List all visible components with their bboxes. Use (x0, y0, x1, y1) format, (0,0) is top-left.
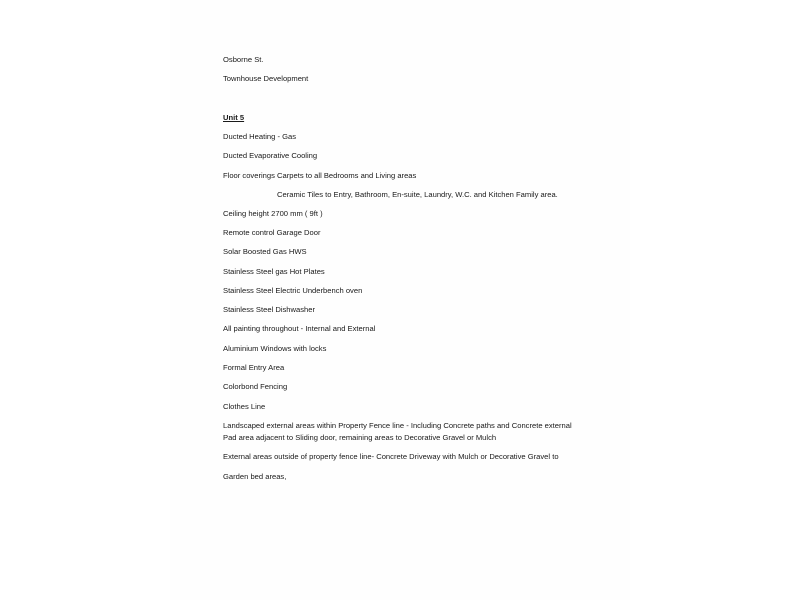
spec-item-dishwasher: Stainless Steel Dishwasher (223, 305, 316, 314)
spec-item-garage-door: Remote control Garage Door (223, 228, 321, 237)
spec-item-painting: All painting throughout - Internal and External (223, 324, 376, 333)
spec-item-external-areas-line-1: External areas outside of property fence line- Concrete Driveway with Mulch or Decorative Gravel to (223, 452, 559, 461)
street-line: Osborne St. (223, 55, 264, 64)
unit-heading: Unit 5 (223, 113, 245, 122)
spec-item-landscaping-line-2: Pad area adjacent to Sliding door, remaining areas to Decorative Gravel or Mulch (223, 433, 497, 442)
spec-item-clothes-line: Clothes Line (223, 402, 266, 411)
spec-item-ceramic-tiles: Ceramic Tiles to Entry, Bathroom, En-suite, Laundry, W.C. and Kitchen Family area. (277, 190, 558, 199)
project-title: Townhouse Development (223, 74, 309, 83)
spec-item-landscaping-line-1: Landscaped external areas within Property Fence line - Including Concrete paths and Concrete external (223, 421, 572, 430)
spec-item-fencing: Colorbond Fencing (223, 382, 288, 391)
spec-item-oven: Stainless Steel Electric Underbench oven (223, 286, 363, 295)
spec-item-hot-plates: Stainless Steel gas Hot Plates (223, 267, 325, 276)
spec-item-ceiling-height: Ceiling height 2700 mm ( 9ft ) (223, 209, 323, 218)
spec-item-floor-coverings: Floor coverings Carpets to all Bedrooms and Living areas (223, 171, 417, 180)
spec-item-external-areas-line-2: Garden bed areas, (223, 472, 287, 481)
spec-item-entry: Formal Entry Area (223, 363, 285, 372)
spec-item-heating: Ducted Heating - Gas (223, 132, 297, 141)
spec-item-windows: Aluminium Windows with locks (223, 344, 327, 353)
spec-item-hot-water: Solar Boosted Gas HWS (223, 247, 307, 256)
spec-item-cooling: Ducted Evaporative Cooling (223, 151, 318, 160)
